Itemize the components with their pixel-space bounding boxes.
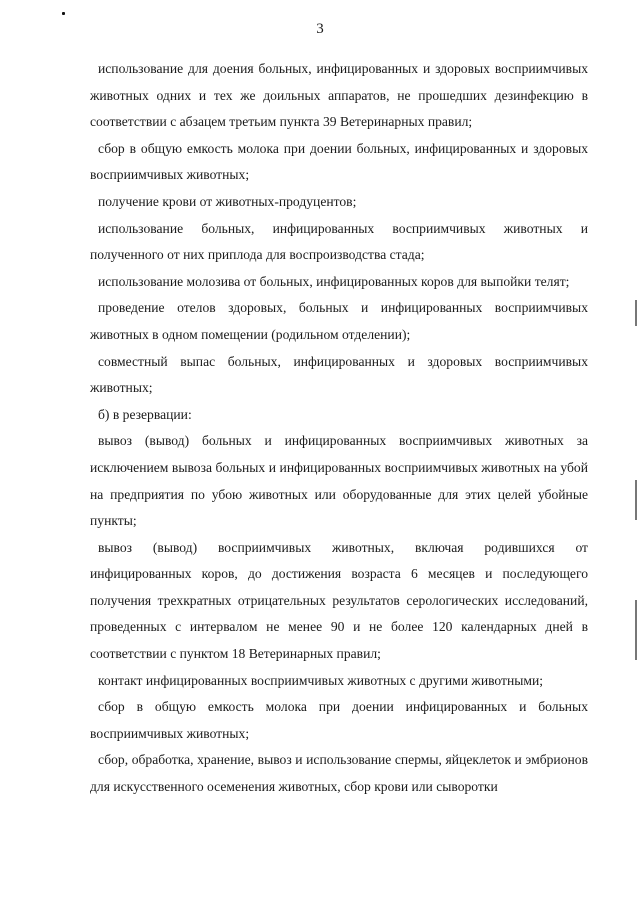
document-body bbox=[90, 56, 588, 801]
paragraph: использование для доения больных, инфицированных и здоровых восприимчивых животных одних и тех же доильных аппаратов, не прошедших дезинфекцию в соответствии с абзацем третьим пункта 39 Ветеринарных правил; bbox=[90, 61, 588, 130]
page-number: 3 bbox=[316, 21, 324, 37]
paragraph: сбор в общую емкость молока при доении инфицированных и больных восприимчивых животных; bbox=[90, 699, 588, 741]
paragraph: проведение отелов здоровых, больных и инфицированных восприимчивых животных в одном помещении (родильном отделении); bbox=[90, 300, 588, 342]
paragraph: использование больных, инфицированных восприимчивых животных и полученного от них приплода для воспроизводства стада; bbox=[90, 220, 588, 263]
paragraph: сбор, обработка, хранение, вывоз и использование спермы, яйцеклеток и эмбрионов для искусственного осеменения животных, сбор крови или сыворотки bbox=[90, 752, 588, 795]
section-heading: б) в резервации: bbox=[98, 406, 192, 422]
scan-edge-mark bbox=[635, 300, 637, 326]
paragraph: получение крови от животных-продуцентов; bbox=[98, 193, 357, 209]
paragraph: сбор в общую емкость молока при доении больных, инфицированных и здоровых восприимчивых животных; bbox=[90, 140, 588, 183]
paragraph: совместный выпас больных, инфицированных и здоровых восприимчивых животных; bbox=[90, 353, 588, 396]
scan-edge-mark bbox=[635, 480, 637, 520]
paragraph: вывоз (вывод) восприимчивых животных, включая родившихся от инфицированных коров, до достижения возраста 6 месяцев и последующего получения трехкратных отрицательных результатов серологических исследований, проведенных с интервалом не менее 90 и не более 120 календарных дней в соответствии с пунктом 18 Ветеринарных правил; bbox=[90, 539, 588, 662]
scan-speck bbox=[62, 12, 65, 15]
paragraph: контакт инфицированных восприимчивых животных с другими животными; bbox=[98, 672, 544, 688]
scan-edge-mark bbox=[635, 600, 637, 660]
paragraph: использование молозива от больных, инфицированных коров для выпойки телят; bbox=[98, 273, 570, 289]
paragraph: вывоз (вывод) больных и инфицированных восприимчивых животных за исключением вывоза больных и инфицированных восприимчивых животных на убой на предприятия по убою животных или оборудованные для этих целей убойные пункты; bbox=[90, 433, 588, 529]
